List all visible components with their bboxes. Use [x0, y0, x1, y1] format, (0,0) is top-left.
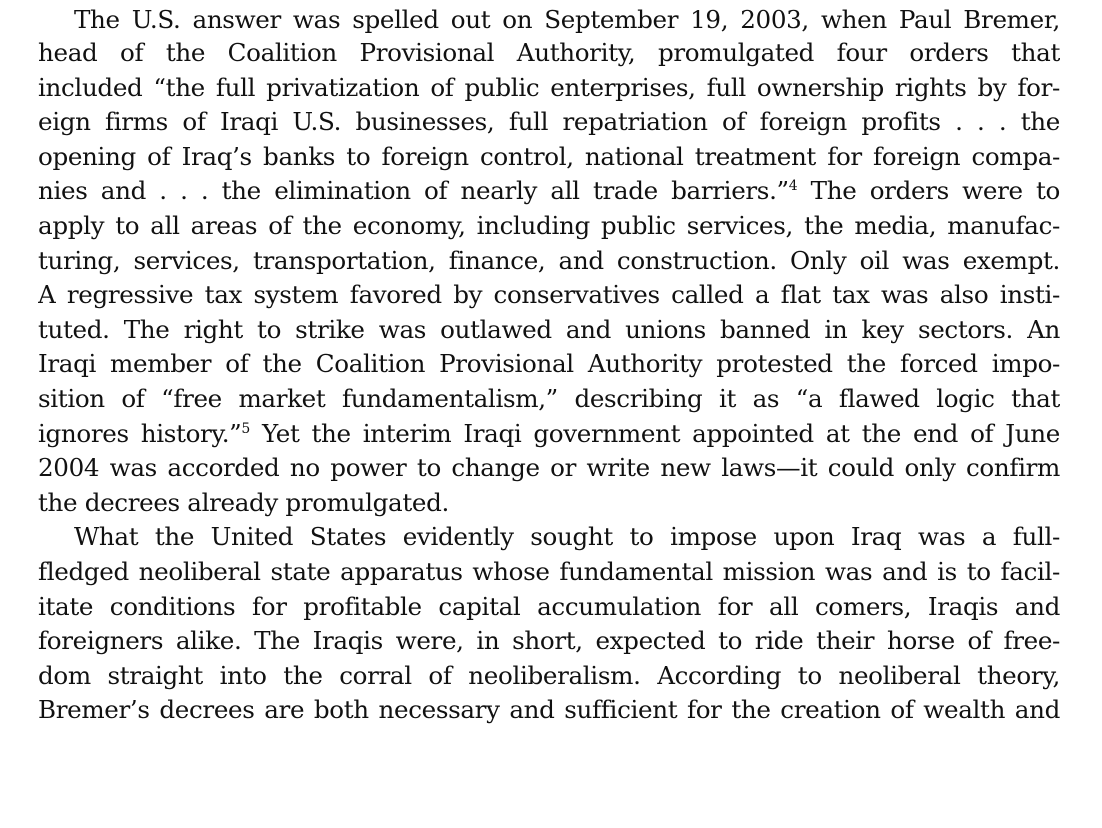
text-line-with-footnote	[38, 174, 1060, 209]
text-line: sition of “free market fundamentalism,” describing it as “a flawed logic that	[38, 383, 1060, 413]
text-line: apply to all areas of the economy, including public services, the media, manufac-	[38, 210, 1060, 240]
text-line: included “the full privatization of public enterprises, full ownership rights by for-	[38, 72, 1060, 102]
text-line: tuted. The right to strike was outlawed and unions banned in key sectors. An	[38, 314, 1060, 344]
text-segment: ignores history.”	[38, 418, 242, 448]
text-line: the decrees already promulgated.	[38, 487, 449, 517]
text-line: dom straight into the corral of neoliberalism. According to neoliberal theory,	[38, 660, 1060, 690]
paragraph-1	[38, 0, 1060, 520]
text-segment: nies and . . . the elimination of nearly all trade barriers.”	[38, 176, 789, 206]
text-line: What the United States evidently sought to impose upon Iraq was a full-	[74, 522, 1060, 552]
text-line-with-footnote	[38, 417, 1060, 452]
text-line: itate conditions for profitable capital accumulation for all comers, Iraqis and	[38, 591, 1060, 621]
text-line: The U.S. answer was spelled out on September 19, 2003, when Paul Bremer,	[74, 5, 1060, 34]
text-line: opening of Iraq’s banks to foreign control, national treatment for foreign compa-	[38, 141, 1060, 171]
text-line: head of the Coalition Provisional Authority, promulgated four orders that	[38, 38, 1060, 67]
text-line: A regressive tax system favored by conservatives called a flat tax was also insti-	[38, 280, 1060, 310]
text-line: fledged neoliberal state apparatus whose fundamental mission was and is to facil-	[38, 556, 1060, 586]
text-segment: The orders were to	[797, 176, 1060, 206]
text-line: eign firms of Iraqi U.S. businesses, full repatriation of foreign profits . . . the	[38, 107, 1060, 137]
paragraph-2	[38, 520, 1060, 728]
text-line: Iraqi member of the Coalition Provisional Authority protested the forced impo-	[38, 349, 1060, 379]
text-segment: Yet the interim Iraqi government appointed at the end of June	[249, 418, 1060, 448]
text-line: turing, services, transportation, finance, and construction. Only oil was exempt.	[38, 245, 1060, 275]
footnote-marker-4: 4	[788, 178, 798, 195]
footnote-marker-5: 5	[241, 420, 250, 437]
text-line: Bremer’s decrees are both necessary and sufficient for the creation of wealth and	[38, 695, 1060, 725]
document-page	[38, 0, 1060, 728]
text-line: foreigners alike. The Iraqis were, in short, expected to ride their horse of free-	[38, 626, 1060, 656]
text-line: 2004 was accorded no power to change or write new laws—it could only confirm	[38, 453, 1060, 483]
